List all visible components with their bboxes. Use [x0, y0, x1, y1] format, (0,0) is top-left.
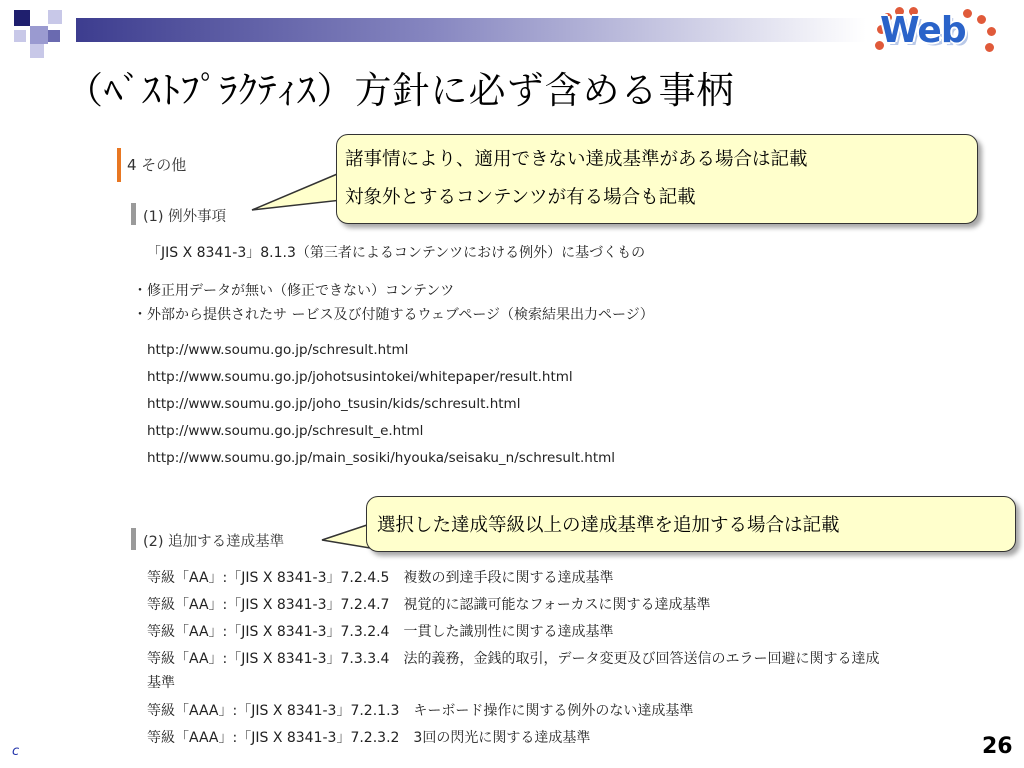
criteria-item-continued: 基準 [147, 675, 175, 691]
url-link[interactable]: http://www.soumu.go.jp/main_sosiki/hyouka/seisaku_n/schresult.html [147, 450, 616, 466]
url-link[interactable]: http://www.soumu.go.jp/schresult.html [147, 342, 409, 358]
exceptions-callout [336, 134, 978, 224]
callout-line: 対象外とするコンテンツが有る場合も記載 [345, 187, 696, 208]
exceptions-basis: 「JIS X 8341-3」8.1.3（第三者によるコンテンツにおける例外）に基づくもの [147, 245, 646, 261]
section-heading: 4 その他 [127, 156, 187, 174]
criteria-item: 等級「AAA」:「JIS X 8341-3」7.2.3.2 3回の閃光に関する達成基準 [147, 730, 591, 746]
slide-title: （ﾍﾞｽﾄﾌﾟﾗｸﾃｨｽ）方針に必ず含める事柄 [66, 69, 735, 112]
exceptions-heading: (1) 例外事項 [143, 209, 227, 225]
exceptions-bullet: ・外部から提供されたサ ービス及び付随するウェブページ（検索結果出力ページ） [133, 307, 654, 323]
exceptions-bullet: ・修正用データが無い（修正できない）コンテンツ [133, 283, 455, 299]
url-link[interactable]: http://www.soumu.go.jp/schresult_e.html [147, 423, 424, 439]
criteria-item: 等級「AA」:「JIS X 8341-3」7.2.4.5 複数の到達手段に関する達成基準 [147, 570, 614, 586]
additional-heading: (2) 追加する達成基準 [143, 534, 285, 550]
callout-line: 諸事情により、適用できない達成基準がある場合は記載 [345, 149, 808, 170]
criteria-item: 等級「AA」:「JIS X 8341-3」7.3.3.4 法的義務，金銭的取引，データ変更及び回答送信のエラー回避に関する達成 [147, 651, 880, 667]
criteria-item: 等級「AAA」:「JIS X 8341-3」7.2.1.3 キーボード操作に関する例外のない達成基準 [147, 703, 694, 719]
corner-mark: c [12, 744, 20, 759]
url-link[interactable]: http://www.soumu.go.jp/johotsusintokei/whitepaper/result.html [147, 369, 573, 385]
logo-text: Web [880, 10, 966, 51]
criteria-item: 等級「AA」:「JIS X 8341-3」7.3.2.4 一貫した識別性に関する達成基準 [147, 624, 614, 640]
callout-line: 選択した達成等級以上の達成基準を追加する場合は記載 [377, 515, 840, 536]
url-link[interactable]: http://www.soumu.go.jp/joho_tsusin/kids/schresult.html [147, 396, 521, 412]
additional-callout [366, 496, 1016, 552]
criteria-item: 等級「AA」:「JIS X 8341-3」7.2.4.7 視覚的に認識可能なフォーカスに関する達成基準 [147, 597, 711, 613]
page-number: 26 [982, 734, 1013, 759]
